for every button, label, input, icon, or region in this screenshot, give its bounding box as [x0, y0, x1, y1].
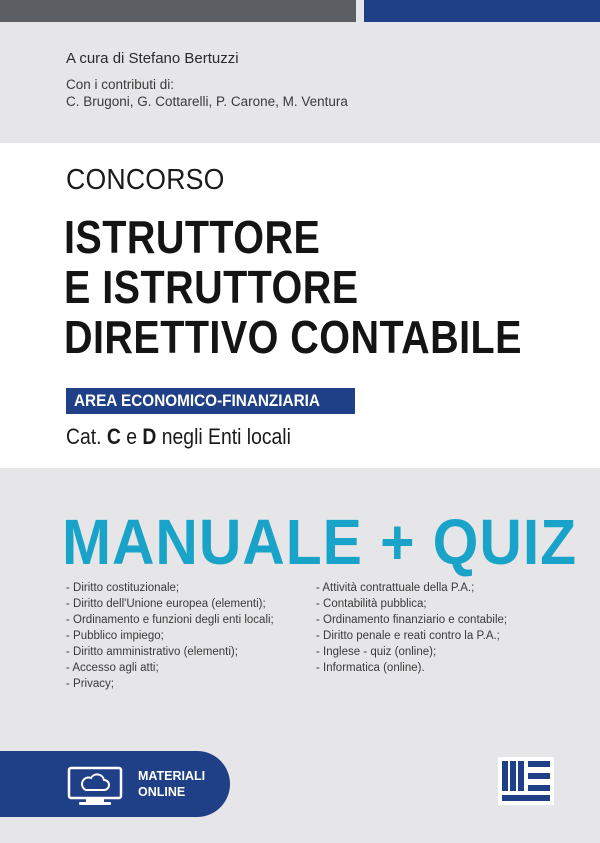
list-item: - Diritto costituzionale; [66, 582, 180, 594]
contributors-block [66, 76, 526, 110]
top-bar-blue [364, 0, 600, 22]
manuale-quiz-heading: MANUALE + QUIZ [62, 506, 577, 578]
list-item: - Pubblico impiego; [66, 630, 164, 642]
area-badge [66, 388, 355, 414]
title-line-3: DIRETTIVO CONTABILE [64, 311, 522, 363]
list-item: - Accesso agli atti; [66, 662, 159, 674]
monitor-cloud-icon [66, 766, 124, 806]
publisher-logo [498, 757, 554, 805]
book-title [64, 211, 522, 363]
title-line-2: E ISTRUTTORE [64, 261, 359, 313]
list-item: - Diritto amministrativo (elementi); [66, 646, 238, 658]
list-item: - Ordinamento e funzioni degli enti locali; [66, 614, 274, 626]
online-line: ONLINE [138, 785, 186, 799]
list-item: - Attività contrattuale della P.A.; [316, 582, 475, 594]
cat-c: C [106, 424, 121, 449]
concorso-label: CONCORSO [66, 164, 225, 196]
materiali-online-label [138, 768, 205, 800]
top-bar-gray [0, 0, 356, 22]
cat-d: D [142, 424, 157, 449]
list-item: - Diritto dell'Unione europea (elementi); [66, 598, 266, 610]
list-item: - Diritto penale e reati contro la P.A.; [316, 630, 500, 642]
contributors-names: C. Brugoni, G. Cottarelli, P. Carone, M. Ventura [66, 94, 348, 109]
contributors-intro: Con i contributi di: [66, 77, 175, 92]
area-badge-label: AREA ECONOMICO-FINANZIARIA [74, 391, 320, 410]
list-item: - Privacy; [66, 678, 114, 690]
materiali-line: MATERIALI [138, 769, 206, 783]
list-item: - Informatica (online). [316, 662, 425, 674]
cat-and: e [120, 424, 143, 449]
cat-suffix: negli Enti locali [156, 424, 291, 449]
list-item: - Inglese - quiz (online); [316, 646, 437, 658]
curator-text: A cura di Stefano Bertuzzi [66, 50, 239, 67]
editor-block [66, 50, 526, 110]
list-item: - Contabilità pubblica; [316, 598, 427, 610]
list-item: - Ordinamento finanziario e contabile; [316, 614, 508, 626]
cat-prefix: Cat. [66, 424, 107, 449]
topics-list-right [316, 580, 566, 676]
topics-list-left [66, 580, 296, 692]
category-line [66, 424, 291, 450]
title-line-1: ISTRUTTORE [64, 211, 321, 263]
